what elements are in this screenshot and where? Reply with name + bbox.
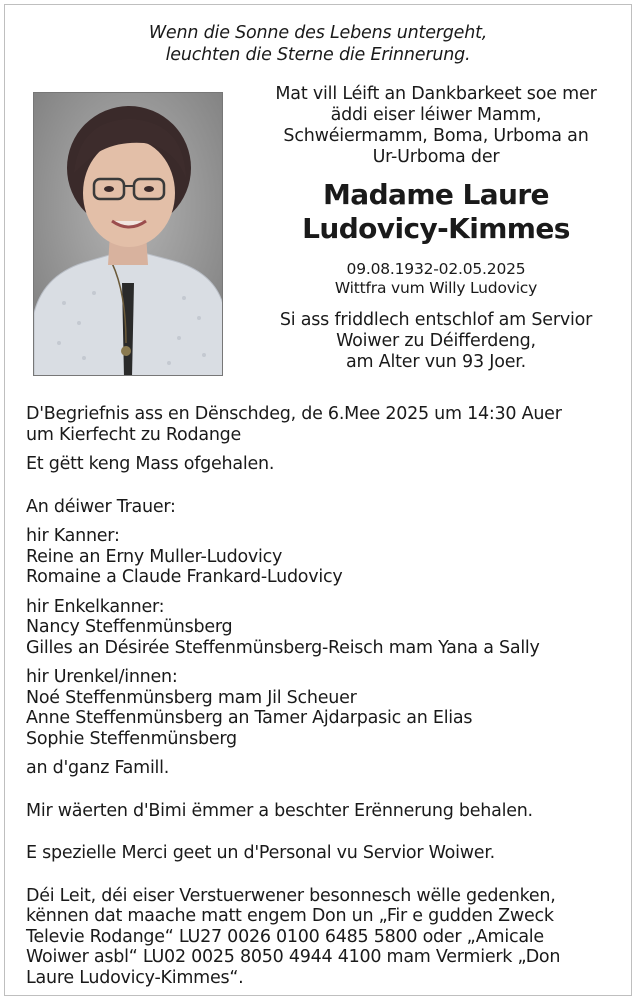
mourner-name: Reine an Erny Muller-Ludovicy [26, 546, 283, 567]
intro-line: Schwéiermamm, Boma, Urboma an [283, 126, 589, 146]
donation-line: Televie Rodange“ LU27 0026 0100 6485 5800 oder „Amicale [26, 926, 544, 947]
intro-line: Mat vill Léift an Dankbarkeet soe mer [275, 84, 597, 104]
portrait-illustration [34, 93, 223, 376]
great-grandchildren-group [26, 667, 622, 749]
mourning-title: An déiwer Trauer: [26, 496, 176, 517]
name-line: Ludovicy-Kimmes [302, 212, 570, 245]
mourner-name: Gilles an Désirée Steffenmünsberg-Reisch mam Yana a Sally [26, 637, 540, 658]
name-line: Madame Laure [323, 178, 549, 211]
mourner-name: Romaine a Claude Frankard-Ludovicy [26, 567, 343, 587]
deceased-header [236, 84, 636, 373]
thanks-text: E spezielle Merci geet un d'Personal vu Servior Woiwer. [26, 843, 495, 863]
mourner-name: Noé Steffenmünsberg mam Jil Scheuer [26, 687, 357, 708]
grandchildren-group [26, 597, 622, 659]
no-mass-text: Et gëtt keng Mass ofgehalen. [26, 454, 275, 474]
deceased-name [236, 178, 636, 246]
donation-line: kënnen dat maache matt engem Don un „Fir e gudden Zweck [26, 906, 554, 926]
donation-line: Laure Ludovicy-Kimmes“. [26, 967, 244, 988]
intro-line: äddi eiser léiwer Mamm, [330, 105, 542, 125]
notice-body [26, 404, 622, 997]
funeral-line: um Kierfecht zu Rodange [26, 424, 242, 445]
life-dates [236, 260, 636, 298]
passing-line: am Alter vun 93 Joer. [345, 352, 527, 372]
quote-line: Wenn die Sonne des Lebens untergeht, [148, 23, 488, 43]
intro-line: Ur-Urboma der [372, 147, 500, 167]
mourner-name: Anne Steffenmünsberg an Tamer Ajdarpasic an Elias [26, 708, 473, 728]
donation-text [26, 886, 622, 989]
donation-line: Woiwer asbl“ LU02 0025 8050 4944 4100 mam Vermierk „Don [26, 947, 561, 967]
mourner-name: Nancy Steffenmünsberg [26, 617, 233, 637]
funeral-line: D'Begriefnis ass en Dënschdeg, de 6.Mee 2025 um 14:30 Auer [26, 404, 562, 424]
portrait-photo [33, 92, 223, 376]
memory-text: Mir wäerten d'Bimi ëmmer a beschter Erënnerung behalen. [26, 800, 533, 821]
passing-text [236, 310, 636, 373]
funeral-info [26, 404, 622, 445]
family-text: an d'ganz Famill. [26, 758, 170, 778]
intro-text [236, 84, 636, 168]
group-label: hir Urenkel/innen: [26, 667, 178, 687]
quote-line: leuchten die Sterne die Erinnerung. [165, 45, 471, 65]
dates-line: 09.08.1932-02.05.2025 [346, 260, 526, 278]
group-label: hir Enkelkanner: [26, 596, 165, 617]
children-group [26, 526, 622, 588]
widow-line: Wittfra vum Willy Ludovicy [334, 279, 538, 297]
group-label: hir Kanner: [26, 526, 120, 546]
mourner-name: Sophie Steffenmünsberg [26, 728, 237, 749]
passing-line: Woiwer zu Déifferdeng, [336, 331, 536, 351]
memorial-quote [0, 22, 636, 66]
passing-line: Si ass friddlech entschlof am Servior [279, 310, 593, 330]
donation-line: Déi Leit, déi eiser Verstuerwener besonnesch wëlle gedenken, [26, 885, 556, 906]
